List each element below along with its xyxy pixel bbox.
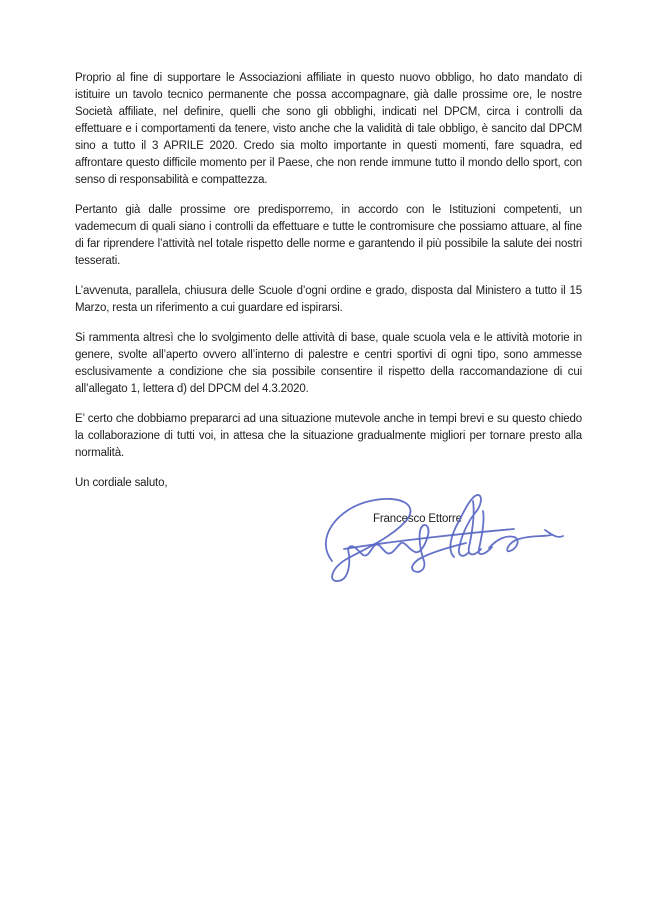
paragraph-5: E’ certo che dobbiamo prepararci ad una situazione mutevole anche in tempi brevi e su questo chiedo la collaborazione di tutti voi, in attesa che la situazione gradualmente migliori per tornare presto alla normalità. bbox=[75, 413, 582, 459]
paragraph-1: Proprio al fine di supportare le Associazioni affiliate in questo nuovo obbligo, ho dato mandato di istituire un tavolo tecnico permanente che possa accompagnare, già dalle prossime ore, le nostre Società affiliate, nel definire, quelli che sono gli obblighi, indicati nel DPCM, circa i controlli da effettuare e i comportamenti da tenere, visto anche che la validità di tale obbligo, è sancito dal DPCM sino a tutto il 3 APRILE 2020. Credo sia molto importante in questi momenti, fare squadra, ed affrontare questo difficile momento per il Paese, che non rende immune tutto il mondo dello sport, con senso di responsabilità e compattezza. bbox=[75, 72, 582, 186]
letter-body bbox=[75, 70, 582, 602]
paragraph-3: L’avvenuta, parallela, chiusura delle Scuole d’ogni ordine e grado, disposta dal Ministero a tutto il 15 Marzo, resta un riferimento a cui guardare ed ispirarsi. bbox=[75, 285, 582, 314]
paragraph-4: Si rammenta altresì che lo svolgimento delle attività di base, quale scuola vela e le attività motorie in genere, svolte all’aperto ovvero all’interno di palestre e centri sportivi di ogni tipo, sono ammesse esclusivamente a condizione che sia possibile consentire il rispetto della raccomandazione di cui all’allegato 1, lettera d) del DPCM del 4.3.2020. bbox=[75, 332, 582, 395]
closing-salutation: Un cordiale saluto, bbox=[75, 477, 168, 489]
signature-stroke-right-scrawl bbox=[450, 495, 563, 557]
signature-block bbox=[75, 492, 582, 602]
handwritten-signature-ink bbox=[318, 492, 568, 587]
signer-name: Francesco Ettorre bbox=[373, 513, 462, 525]
paragraph-2: Pertanto già dalle prossime ore predisporremo, in accordo con le Istituzioni competenti, un vademecum di quali siano i controlli da effettuare e tutte le contromisure che possiamo attuare, al fine di far riprendere l’attività nel totale rispetto delle norme e garantendo il più possibile la salute dei nostri tesserati. bbox=[75, 204, 582, 267]
signature-stroke-left-flourish bbox=[326, 499, 466, 581]
